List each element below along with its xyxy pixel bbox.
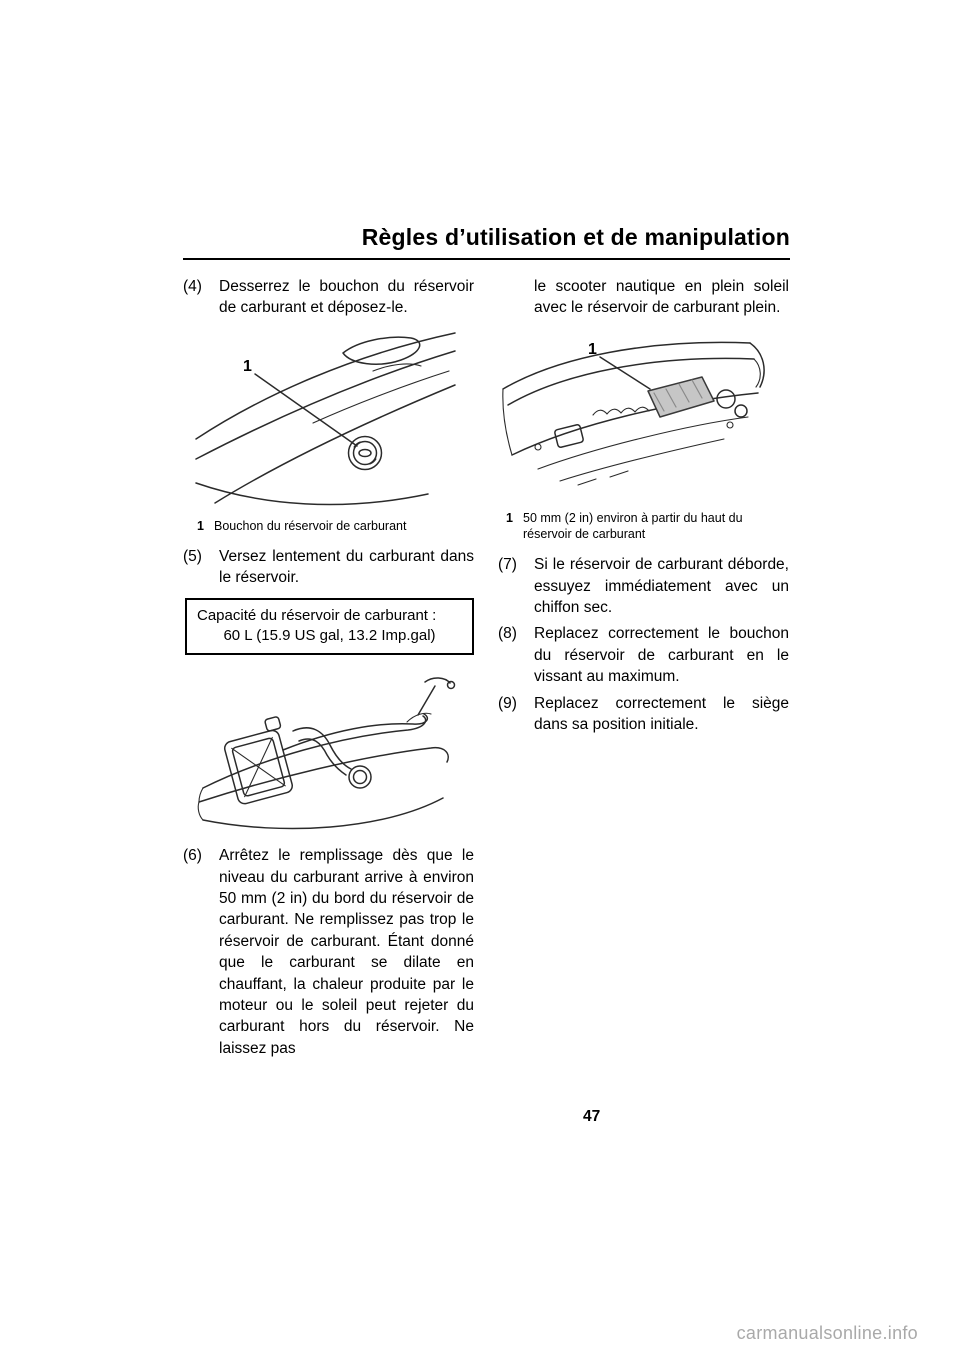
jetski-bow-drawing <box>193 327 458 515</box>
list-item-8 <box>498 623 789 687</box>
figure3-callout: 1 <box>588 340 597 358</box>
list-item-9-text: Replacez correctement le siège dans sa position initiale. <box>534 694 789 733</box>
figure-fuel-cap <box>193 327 474 515</box>
caption-number: 1 <box>197 518 204 533</box>
item-6-continuation-text: le scooter nautique en plein soleil avec le réservoir de carburant plein. <box>534 278 789 317</box>
page-number: 47 <box>583 1108 601 1125</box>
fuel-capacity-value: 60 L (15.9 US gal, 13.2 Imp.gal) <box>223 627 436 644</box>
fuel-filler-drawing <box>349 766 371 788</box>
list-item-4-number: (4) <box>183 278 202 295</box>
list-item-4-text: Desserrez le bouchon du réservoir de carburant et déposez-le. <box>219 278 474 317</box>
header-rule <box>183 258 790 260</box>
list-item-6-number: (6) <box>183 847 202 865</box>
watermark: carmanualsonline.info <box>736 1323 918 1343</box>
list-item-8-text: Replacez correctement le bouchon du réservoir de carburant en le vissant au maximum. <box>534 625 789 686</box>
right-column <box>498 276 789 1064</box>
engine-compartment-drawing <box>498 327 788 507</box>
list-item-9-number: (9) <box>498 694 517 712</box>
ribbed-hose-drawing <box>593 407 649 415</box>
list-item-5-number: (5) <box>183 548 202 565</box>
figure-fuel-level <box>498 327 789 507</box>
two-column-layout <box>183 276 790 1064</box>
list-item-7-number: (7) <box>498 556 517 574</box>
page-content <box>183 224 790 1064</box>
list-item-6-text: Arrêtez le remplissage dès que le niveau du carburant arrive à environ 50 mm (2 in) du bord du réservoir de carburant. Ne remplissez pas trop le réservoir de carburant. Étant donné que le carburant se dilate en chauffant, la chaleur produite par le moteur ou le soleil peut rejeter du carburant hors du réservoir. Ne laissez pas <box>219 847 474 1057</box>
fuel-level-shaded-area <box>648 377 714 417</box>
fuel-cap-drawing <box>349 436 382 469</box>
fuel-hose-drawing <box>293 728 351 769</box>
fuel-capacity-label: Capacité du réservoir de carburant : <box>197 606 437 624</box>
caption-number: 1 <box>506 510 513 525</box>
figure-refueling <box>193 669 474 837</box>
callout-leader-line <box>600 357 650 389</box>
figure-fuel-cap-caption <box>197 518 474 534</box>
list-item-7-text: Si le réservoir de carburant déborde, essuyez immédiatement avec un chiffon sec. <box>534 556 789 616</box>
list-item-4 <box>183 276 474 319</box>
page-title: Règles d’utilisation et de manipulation <box>361 224 790 250</box>
figure1-callout: 1 <box>243 357 252 375</box>
jetski-refueling-drawing <box>193 669 458 837</box>
list-item-6 <box>183 845 474 1059</box>
caption-text: Bouchon du réservoir de carburant <box>214 518 407 533</box>
fuel-capacity-box <box>185 598 474 656</box>
list-item-9 <box>498 693 789 736</box>
list-item-7 <box>498 554 789 618</box>
list-item-5 <box>183 546 474 589</box>
list-item-8-number: (8) <box>498 625 517 643</box>
list-item-5-text: Versez lentement du carburant dans le réservoir. <box>219 548 474 587</box>
figure-fuel-level-caption <box>506 510 789 543</box>
left-column <box>183 276 474 1064</box>
caption-text: 50 mm (2 in) environ à partir du haut du réservoir de carburant <box>523 510 743 541</box>
